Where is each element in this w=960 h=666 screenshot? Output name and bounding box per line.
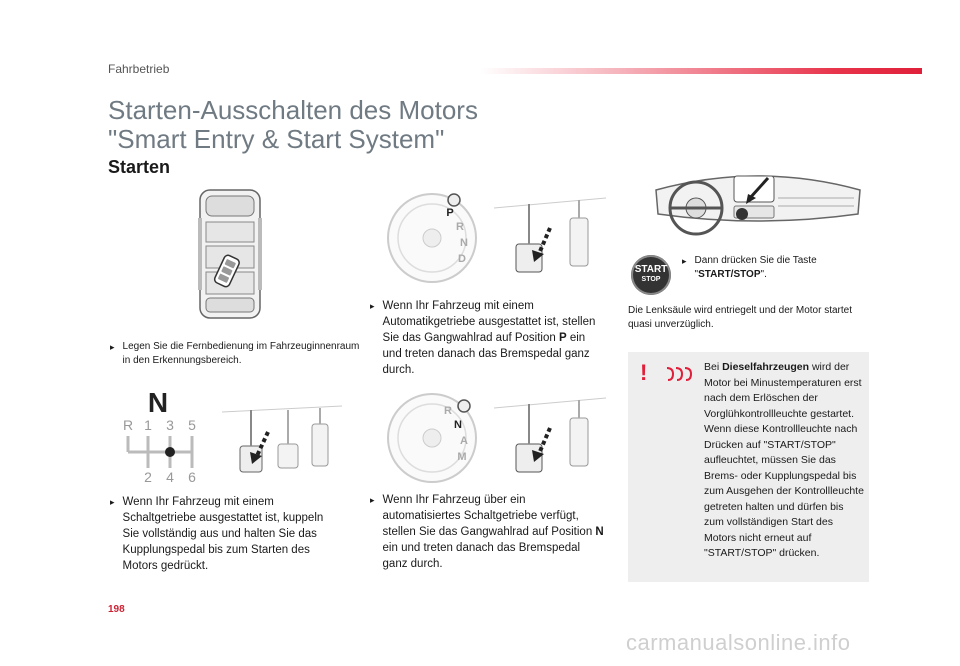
- warn-text-a: Bei: [704, 361, 723, 373]
- page-number: 198: [108, 604, 125, 615]
- bullet-icon: ▸: [110, 342, 115, 352]
- start-stop-button-icon: [631, 255, 671, 295]
- car-top-view-illustration: [196, 188, 264, 320]
- amt-dial-a: A: [460, 435, 468, 447]
- auto-selector-dial-illustration: [384, 188, 480, 284]
- warn-text-b: wird der Motor bei Minustemperaturen erst nach dem Erlöschen der Vorglühkontrollleuchte gestartet. Wenn diese Kontrollleuchte nach Drücken auf "START/STOP" aufleuchtet, müssen Sie das Brems- oder Kupplungspedal bis zum Ausgehen der Kontrollleuchte getreten halten und dürfen bis zum vollständigen Start des Motors nicht erneut auf "START/STOP" drücken.: [704, 361, 864, 559]
- auto-instruction: [370, 298, 606, 378]
- amt-selector-dial-illustration: [384, 388, 480, 484]
- page-title-line1: Starten-Ausschalten des Motors: [108, 95, 478, 125]
- glow-plug-warning-icon: [664, 364, 692, 384]
- manual-gear-bot-2: 2: [144, 469, 152, 485]
- warning-exclamation-icon: !: [640, 360, 648, 385]
- remote-note-text: Legen Sie die Fernbedienung im Fahrzeuginnenraum in den Erkennungsbereich.: [122, 341, 360, 366]
- manual-gear-bot-6: 6: [188, 469, 196, 485]
- dashboard-illustration: [650, 168, 866, 248]
- diesel-warning-text: [704, 360, 864, 562]
- manual-instruction: [110, 494, 340, 574]
- manual-gear-pattern-illustration: [118, 386, 208, 486]
- manual-gear-top-r: R: [122, 417, 134, 433]
- manual-gear-top-1: 1: [144, 417, 152, 433]
- press-start-instruction: [682, 254, 862, 282]
- bullet-icon: ▸: [370, 301, 375, 311]
- amt-text-a: Wenn Ihr Fahrzeug über ein automatisiertes Schaltgetriebe verfügt, stellen Sie das Gangwahlrad auf Position: [382, 494, 596, 538]
- section-subtitle: Starten: [108, 157, 171, 177]
- auto-text-pos: P: [558, 332, 567, 344]
- manual-gear-top-5: 5: [188, 417, 196, 433]
- amt-text-pos: N: [595, 526, 604, 538]
- amt-dial-n: N: [454, 419, 462, 431]
- auto-text-a: Wenn Ihr Fahrzeug mit einem Automatikgetriebe ausgestattet ist, stellen Sie das Gangwahlrad auf Position: [382, 300, 596, 344]
- remote-note: [110, 340, 360, 368]
- amt-dial-r: R: [444, 405, 452, 417]
- pedals-clutch-illustration: [222, 404, 342, 476]
- result-text: Die Lenksäule wird entriegelt und der Motor startet quasi unverzüglich.: [628, 305, 853, 330]
- page-title: [108, 96, 478, 154]
- warn-text-bold: Dieselfahrzeugen: [722, 361, 810, 373]
- pedals-brake-illustration-1: [494, 194, 606, 278]
- amt-instruction-text: [383, 492, 606, 572]
- press-text-a: Dann drücken Sie die Taste ": [694, 255, 817, 280]
- auto-dial-r: R: [456, 221, 464, 233]
- auto-instruction-text: [383, 298, 606, 378]
- start-label: START: [634, 264, 668, 275]
- watermark: carmanualsonline.info: [626, 630, 851, 655]
- manual-instruction-text: Wenn Ihr Fahrzeug mit einem Schaltgetriebe ausgestattet ist, kuppeln Sie vollständig aus und halten Sie das Kupplungspedal bis zum Starten des Motors gedrückt.: [122, 496, 324, 572]
- manual-gear-top-3: 3: [166, 417, 174, 433]
- press-start-text: [695, 254, 862, 282]
- amt-dial-m: M: [457, 451, 467, 463]
- header-accent-bar: [480, 68, 922, 74]
- auto-dial-d: D: [458, 253, 466, 265]
- bullet-icon: ▸: [370, 495, 375, 505]
- amt-instruction: [370, 492, 606, 572]
- auto-text-b: ein und treten danach das Bremspedal ganz durch.: [382, 332, 590, 376]
- bullet-icon: ▸: [110, 497, 115, 507]
- manual-gear-bot-4: 4: [166, 469, 174, 485]
- auto-dial-p: P: [446, 207, 454, 219]
- pedals-brake-illustration-2: [494, 394, 606, 478]
- press-text-b: ".: [760, 269, 767, 280]
- stop-label: STOP: [641, 276, 661, 283]
- manual-gear-letter: N: [147, 387, 169, 418]
- auto-dial-n: N: [460, 237, 468, 249]
- bullet-icon: ▸: [682, 256, 687, 266]
- press-text-bold: START/STOP: [698, 269, 761, 280]
- amt-text-b: ein und treten danach das Bremspedal ganz durch.: [382, 542, 581, 570]
- section-label: Fahrbetrieb: [108, 62, 170, 76]
- page-title-line2: "Smart Entry & Start System": [108, 124, 445, 154]
